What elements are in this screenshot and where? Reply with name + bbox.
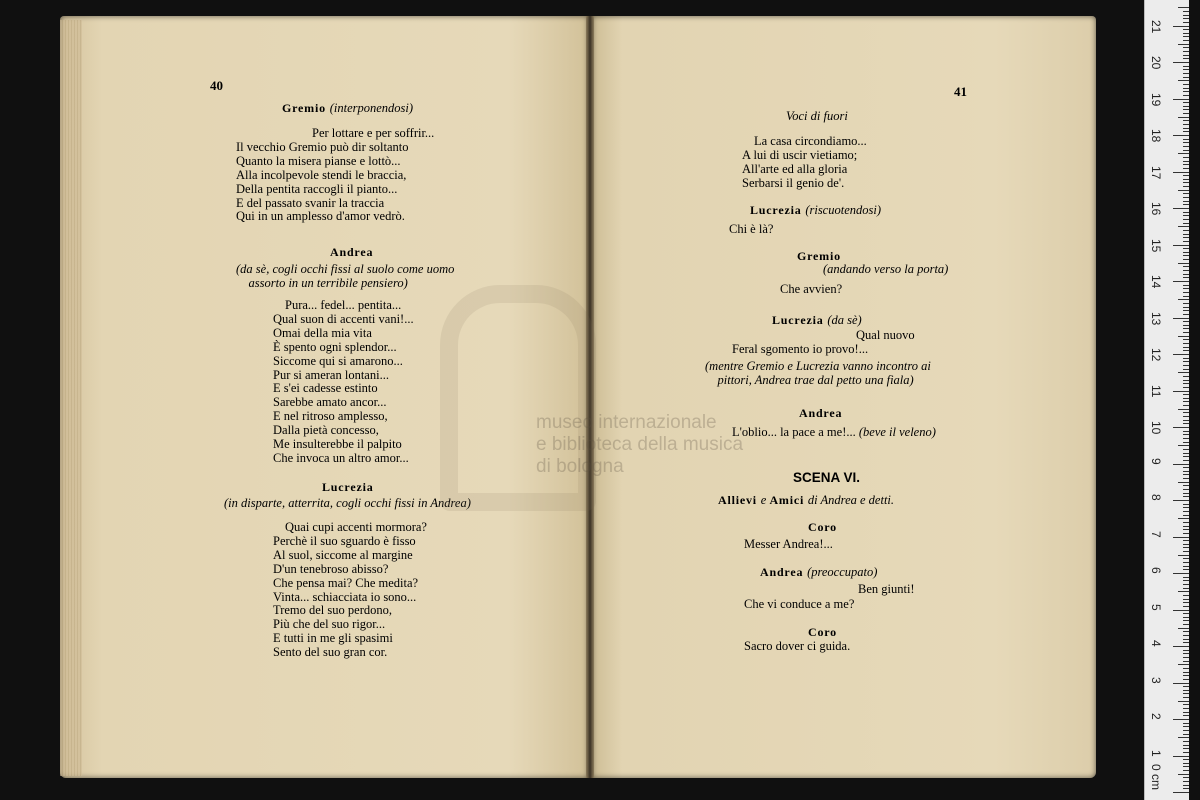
ruler-tick (1183, 442, 1189, 443)
ruler-tick (1183, 515, 1189, 516)
ruler-tick (1183, 237, 1189, 238)
page-number-right: 41 (954, 84, 967, 99)
voices-offstage: Voci di fuori (786, 109, 848, 123)
ruler-tick (1178, 44, 1189, 45)
ruler-tick (1183, 113, 1189, 114)
ruler-tick (1183, 438, 1189, 439)
ruler-tick (1183, 785, 1189, 786)
ruler-tick (1183, 285, 1189, 286)
ruler-tick (1183, 493, 1189, 494)
ruler-tick (1183, 770, 1189, 771)
ruler-label: 2 (1149, 713, 1163, 720)
ruler-tick (1183, 106, 1189, 107)
ruler-tick (1178, 445, 1189, 446)
ruler-tick (1183, 642, 1189, 643)
line-oblio-text: L'oblio... la pace a me!... (732, 425, 856, 439)
line-qual-nuovo: Qual nuovo (856, 328, 915, 342)
ruler-tick (1183, 321, 1189, 322)
speaker-andrea-2: Andrea (799, 406, 843, 420)
ruler-tick (1183, 157, 1189, 158)
ruler-tick (1178, 628, 1189, 629)
ruler-tick (1173, 245, 1189, 246)
ruler-tick (1178, 482, 1189, 483)
ruler-tick (1183, 109, 1189, 110)
ruler-tick (1183, 522, 1189, 523)
ruler-tick (1183, 471, 1189, 472)
line-messer-andrea: Messer Andrea!... (744, 537, 833, 551)
ruler-tick (1173, 610, 1189, 611)
ruler-tick (1183, 22, 1189, 23)
ruler-tick (1183, 675, 1189, 676)
ruler-tick (1183, 102, 1189, 103)
ruler-label: 7 (1149, 530, 1163, 538)
scene-amici: Amici (769, 493, 805, 507)
ruler-tick (1183, 526, 1189, 527)
speaker-gremio (282, 101, 413, 116)
ruler-label: 15 (1149, 238, 1163, 252)
ruler-tick (1173, 464, 1189, 465)
ruler-tick (1178, 555, 1189, 556)
ruler-tick (1183, 252, 1189, 253)
ruler-tick (1178, 80, 1189, 81)
ruler-label: 1 (1149, 749, 1163, 757)
stage-direction: (preoccupato) (807, 565, 878, 579)
ruler-tick (1183, 715, 1189, 716)
ruler-tick (1183, 653, 1189, 654)
ruler-tick (1183, 95, 1189, 96)
ruler-label: 8 (1149, 494, 1163, 501)
stage-direction: (interponendosi) (329, 101, 414, 115)
ruler-tick (1183, 431, 1189, 432)
ruler-unit: 0 cm (1149, 764, 1163, 791)
speaker-name: Lucrezia (772, 313, 824, 327)
ruler-tick (1183, 679, 1189, 680)
verse-andrea: Pura... fedel... pentita... Qual suon di accenti vani!... Omai della mia vita È spento ogni splendor... Siccome qui si amarono... Pur si ameran lontani... E s'ei cadesse estinto Sarebbe amato ancor... E nel ritroso amplesso, Dalla pietà concesso, Me insulterebbe il palpito Che invoca un altro amor... (273, 298, 414, 465)
line-sacro-dover: Sacro dover ci guida. (744, 639, 851, 653)
ruler-tick (1183, 788, 1189, 789)
ruler-tick (1173, 62, 1189, 63)
ruler-label: 13 (1149, 311, 1163, 325)
ruler-tick (1183, 47, 1189, 48)
ruler-tick (1183, 365, 1189, 366)
line-ben-giunti: Ben giunti! (858, 582, 915, 596)
stage-direction-gremio: (andando verso la porta) (823, 262, 949, 276)
ruler-tick (1183, 613, 1189, 614)
ruler-tick (1183, 314, 1189, 315)
ruler-tick (1183, 544, 1189, 545)
ruler-label: 21 (1149, 19, 1163, 33)
ruler-tick (1173, 99, 1189, 100)
ruler-tick (1183, 241, 1189, 242)
stage-direction: (riscuotendosi) (805, 203, 881, 217)
ruler-label: 10 (1149, 421, 1163, 435)
ruler-tick (1183, 343, 1189, 344)
ruler-tick (1173, 719, 1189, 720)
watermark-text: museo internazionale e biblioteca della musica di bologna (536, 412, 744, 477)
verse-gremio: Per lottare e per soffrir... Il vecchio Gremio può dir soltanto Quanto la misera pianse e lottò... Alla incolpevole stendi le braccia, Della pentita raccogli il pianto... E del passato svanir la traccia Qui in un amplesso d'amor vedrò. (236, 126, 435, 224)
line-che-vi-conduce: Che vi conduce a me? (744, 597, 855, 611)
ruler-tick (1183, 672, 1189, 673)
speaker-lucrezia: Lucrezia (322, 480, 374, 494)
ruler-tick (1183, 781, 1189, 782)
ruler-label: 11 (1149, 384, 1163, 397)
ruler-tick (1183, 325, 1189, 326)
ruler-tick (1183, 617, 1189, 618)
ruler-tick (1183, 307, 1189, 308)
ruler-tick (1178, 737, 1189, 738)
ruler-tick (1178, 336, 1189, 337)
ruler-tick (1178, 190, 1189, 191)
ruler-tick (1183, 292, 1189, 293)
ruler-label: 17 (1149, 165, 1163, 179)
ruler-tick (1178, 774, 1189, 775)
speaker-coro: Coro (808, 520, 837, 534)
scene-characters (718, 493, 894, 508)
ruler-tick (1183, 704, 1189, 705)
ruler-tick (1173, 500, 1189, 501)
ruler-tick (1183, 766, 1189, 767)
scene-allievi: Allievi (718, 493, 757, 507)
ruler-tick (1183, 11, 1189, 12)
ruler-label: 20 (1149, 56, 1163, 70)
scene-heading: SCENA VI. (793, 470, 861, 485)
ruler-label: 16 (1149, 202, 1163, 216)
ruler-label: 14 (1149, 275, 1163, 289)
ruler-tick (1183, 139, 1189, 140)
line-che-avvien: Che avvien? (780, 282, 843, 296)
scene-rest: di Andrea e detti. (807, 493, 895, 507)
ruler-tick (1178, 226, 1189, 227)
ruler-tick (1173, 683, 1189, 684)
right-page (592, 16, 1096, 778)
ruler-tick (1183, 230, 1189, 231)
ruler-tick (1178, 263, 1189, 264)
ruler-tick (1183, 274, 1189, 275)
ruler-tick (1183, 657, 1189, 658)
ruler-tick (1183, 668, 1189, 669)
ruler-tick (1183, 361, 1189, 362)
ruler-tick (1183, 131, 1189, 132)
ruler-tick (1183, 726, 1189, 727)
ruler-label: 12 (1149, 348, 1163, 362)
ruler-tick (1178, 117, 1189, 118)
page-edges (60, 20, 82, 776)
speaker-gremio-2: Gremio (797, 249, 841, 263)
ruler-tick (1183, 456, 1189, 457)
ruler-tick (1178, 153, 1189, 154)
line-oblio (732, 426, 936, 440)
speaker-andrea-3 (760, 565, 877, 580)
ruler-tick (1183, 182, 1189, 183)
ruler-tick (1178, 591, 1189, 592)
ruler-tick (1183, 416, 1189, 417)
ruler-tick (1183, 124, 1189, 125)
ruler-tick (1173, 26, 1189, 27)
ruler-label: 9 (1149, 457, 1163, 465)
ruler-tick (1183, 745, 1189, 746)
speaker-name: Gremio (282, 101, 326, 115)
ruler-tick (1183, 712, 1189, 713)
ruler-tick (1183, 255, 1189, 256)
ruler-tick (1183, 485, 1189, 486)
ruler-tick (1183, 179, 1189, 180)
ruler-tick (1183, 223, 1189, 224)
ruler-tick (1178, 7, 1189, 8)
ruler-tick (1183, 84, 1189, 85)
ruler-tick (1183, 420, 1189, 421)
ruler-tick (1183, 219, 1189, 220)
ruler-tick (1183, 752, 1189, 753)
ruler-tick (1183, 624, 1189, 625)
ruler-tick (1183, 358, 1189, 359)
ruler-tick (1183, 759, 1189, 760)
ruler-tick (1183, 310, 1189, 311)
ruler-tick (1173, 427, 1189, 428)
ruler-tick (1183, 595, 1189, 596)
ruler-tick (1183, 650, 1189, 651)
ruler-tick (1183, 763, 1189, 764)
ruler-tick (1183, 383, 1189, 384)
speaker-lucrezia-2 (750, 203, 881, 218)
ruler-tick (1183, 639, 1189, 640)
ruler-tick (1178, 299, 1189, 300)
ruler-tick (1183, 602, 1189, 603)
ruler-tick (1183, 234, 1189, 235)
speaker-coro-2: Coro (808, 625, 837, 639)
ruler-tick (1178, 664, 1189, 665)
ruler-tick (1183, 562, 1189, 563)
ruler-tick (1183, 401, 1189, 402)
ruler-tick (1183, 15, 1189, 16)
stage-direction-andrea: (da sè, cogli occhi fissi al suolo come uomo assorto in un terribile pensiero) (236, 262, 455, 290)
ruler-tick (1183, 376, 1189, 377)
ruler-tick (1178, 701, 1189, 702)
ruler-tick (1183, 197, 1189, 198)
ruler-tick (1173, 646, 1189, 647)
stage-direction-fiala: (mentre Gremio e Lucrezia vanno incontro ai pittori, Andrea trae dal petto una fiala) (705, 359, 931, 387)
ruler-tick (1183, 73, 1189, 74)
ruler-tick (1183, 529, 1189, 530)
ruler-tick (1173, 318, 1189, 319)
ruler-tick (1183, 40, 1189, 41)
stage-direction-veleno: (beve il veleno) (858, 425, 936, 439)
ruler-label: 4 (1149, 640, 1163, 647)
ruler-tick (1183, 606, 1189, 607)
ruler-tick (1183, 150, 1189, 151)
ruler-tick (1183, 380, 1189, 381)
ruler-tick (1183, 288, 1189, 289)
ruler-tick (1183, 33, 1189, 34)
ruler-tick (1183, 328, 1189, 329)
ruler-tick (1183, 558, 1189, 559)
ruler-tick (1183, 398, 1189, 399)
ruler-tick (1183, 474, 1189, 475)
ruler-tick (1183, 168, 1189, 169)
ruler-tick (1183, 186, 1189, 187)
speaker-name: Andrea (760, 565, 804, 579)
verse-lucrezia: Quai cupi accenti mormora? Perchè il suo sguardo è fisso Al suol, siccome al margine D'un tenebroso abisso? Che pensa mai? Che medita? Vinta... schiacciata io sono... Tremo del suo perdono, Più che del suo rigor... E tutti in me gli spasimi Sento del suo gran cor. (273, 520, 427, 660)
ruler-tick (1183, 412, 1189, 413)
ruler-tick (1173, 172, 1189, 173)
ruler-tick (1183, 460, 1189, 461)
ruler-tick (1173, 135, 1189, 136)
ruler-tick (1173, 537, 1189, 538)
ruler-tick (1183, 533, 1189, 534)
ruler-label: 3 (1149, 676, 1163, 684)
ruler-tick (1178, 409, 1189, 410)
ruler-tick (1183, 635, 1189, 636)
ruler-tick (1183, 693, 1189, 694)
ruler-tick (1173, 354, 1189, 355)
ruler-tick (1183, 580, 1189, 581)
ruler-tick (1183, 161, 1189, 162)
ruler-label: 5 (1149, 603, 1163, 611)
ruler-tick (1183, 332, 1189, 333)
ruler-tick (1183, 387, 1189, 388)
ruler-tick (1183, 547, 1189, 548)
ruler-tick (1173, 573, 1189, 574)
ruler-tick (1183, 164, 1189, 165)
ruler-tick (1183, 350, 1189, 351)
ruler-tick (1183, 620, 1189, 621)
ruler-tick (1173, 756, 1189, 757)
ruler-tick (1183, 507, 1189, 508)
ruler-tick (1183, 266, 1189, 267)
ruler-tick (1183, 58, 1189, 59)
ruler-tick (1183, 193, 1189, 194)
speaker-name: Lucrezia (750, 203, 802, 217)
ruler-tick (1183, 394, 1189, 395)
ruler-tick (1183, 248, 1189, 249)
ruler-tick (1183, 577, 1189, 578)
ruler-label: 18 (1149, 129, 1163, 143)
ruler-tick (1183, 697, 1189, 698)
ruler-tick (1183, 599, 1189, 600)
ruler-tick (1183, 540, 1189, 541)
ruler-tick (1183, 66, 1189, 67)
ruler-tick (1183, 453, 1189, 454)
ruler-tick (1183, 296, 1189, 297)
ruler-tick (1183, 120, 1189, 121)
ruler-tick (1183, 36, 1189, 37)
ruler-tick (1178, 372, 1189, 373)
ruler-tick (1183, 708, 1189, 709)
ruler-tick (1183, 741, 1189, 742)
ruler-tick (1183, 347, 1189, 348)
measurement-ruler (1144, 0, 1189, 800)
ruler-tick (1183, 569, 1189, 570)
ruler-tick (1173, 208, 1189, 209)
stage-direction-lucrezia: (in disparte, atterrita, cogli occhi fissi in Andrea) (224, 496, 471, 510)
ruler-tick (1183, 91, 1189, 92)
ruler-tick (1183, 690, 1189, 691)
ruler-tick (1183, 434, 1189, 435)
ruler-tick (1183, 18, 1189, 19)
ruler-tick (1183, 631, 1189, 632)
ruler-tick (1183, 423, 1189, 424)
speaker-lucrezia-3 (772, 313, 862, 328)
ruler-tick (1183, 215, 1189, 216)
ruler-tick (1183, 686, 1189, 687)
ruler-tick (1183, 29, 1189, 30)
ruler-tick (1183, 777, 1189, 778)
ruler-tick (1183, 259, 1189, 260)
ruler-tick (1183, 55, 1189, 56)
ruler-tick (1178, 518, 1189, 519)
page-number-left: 40 (210, 78, 223, 93)
line-chi-e-la: Chi è là? (729, 222, 774, 236)
ruler-tick (1183, 405, 1189, 406)
scene-and: e (760, 493, 767, 507)
ruler-tick (1183, 204, 1189, 205)
ruler-tick (1183, 723, 1189, 724)
ruler-tick (1183, 504, 1189, 505)
ruler-tick (1183, 212, 1189, 213)
ruler-tick (1183, 88, 1189, 89)
ruler-tick (1183, 734, 1189, 735)
ruler-tick (1183, 277, 1189, 278)
ruler-tick (1183, 128, 1189, 129)
ruler-tick (1183, 661, 1189, 662)
speaker-andrea: Andrea (330, 245, 374, 259)
ruler-tick (1183, 175, 1189, 176)
ruler-tick (1183, 142, 1189, 143)
stage-direction: (da sè) (827, 313, 862, 327)
ruler-tick (1183, 551, 1189, 552)
line-feral: Feral sgomento io provo!... (732, 342, 869, 356)
ruler-tick (1183, 511, 1189, 512)
ruler-tick (1183, 467, 1189, 468)
ruler-label: 19 (1149, 92, 1163, 106)
ruler-tick (1183, 201, 1189, 202)
ruler-tick (1183, 146, 1189, 147)
ruler-tick (1183, 489, 1189, 490)
ruler-tick (1173, 792, 1189, 793)
ruler-tick (1173, 391, 1189, 392)
ruler-tick (1183, 51, 1189, 52)
ruler-tick (1183, 77, 1189, 78)
ruler-tick (1183, 449, 1189, 450)
ruler-tick (1183, 69, 1189, 70)
ruler-label: 6 (1149, 567, 1163, 574)
ruler-tick (1183, 496, 1189, 497)
ruler-tick (1173, 281, 1189, 282)
ruler-tick (1183, 584, 1189, 585)
ruler-tick (1183, 566, 1189, 567)
ruler-tick (1183, 730, 1189, 731)
ruler-tick (1183, 270, 1189, 271)
verse-voci: La casa circondiamo... A lui di uscir vietiamo; All'arte ed alla gloria Serbarsi il genio de'. (742, 134, 867, 190)
ruler-tick (1183, 339, 1189, 340)
ruler-tick (1183, 303, 1189, 304)
ruler-tick (1183, 588, 1189, 589)
ruler-tick (1183, 369, 1189, 370)
ruler-tick (1183, 748, 1189, 749)
ruler-tick (1183, 478, 1189, 479)
